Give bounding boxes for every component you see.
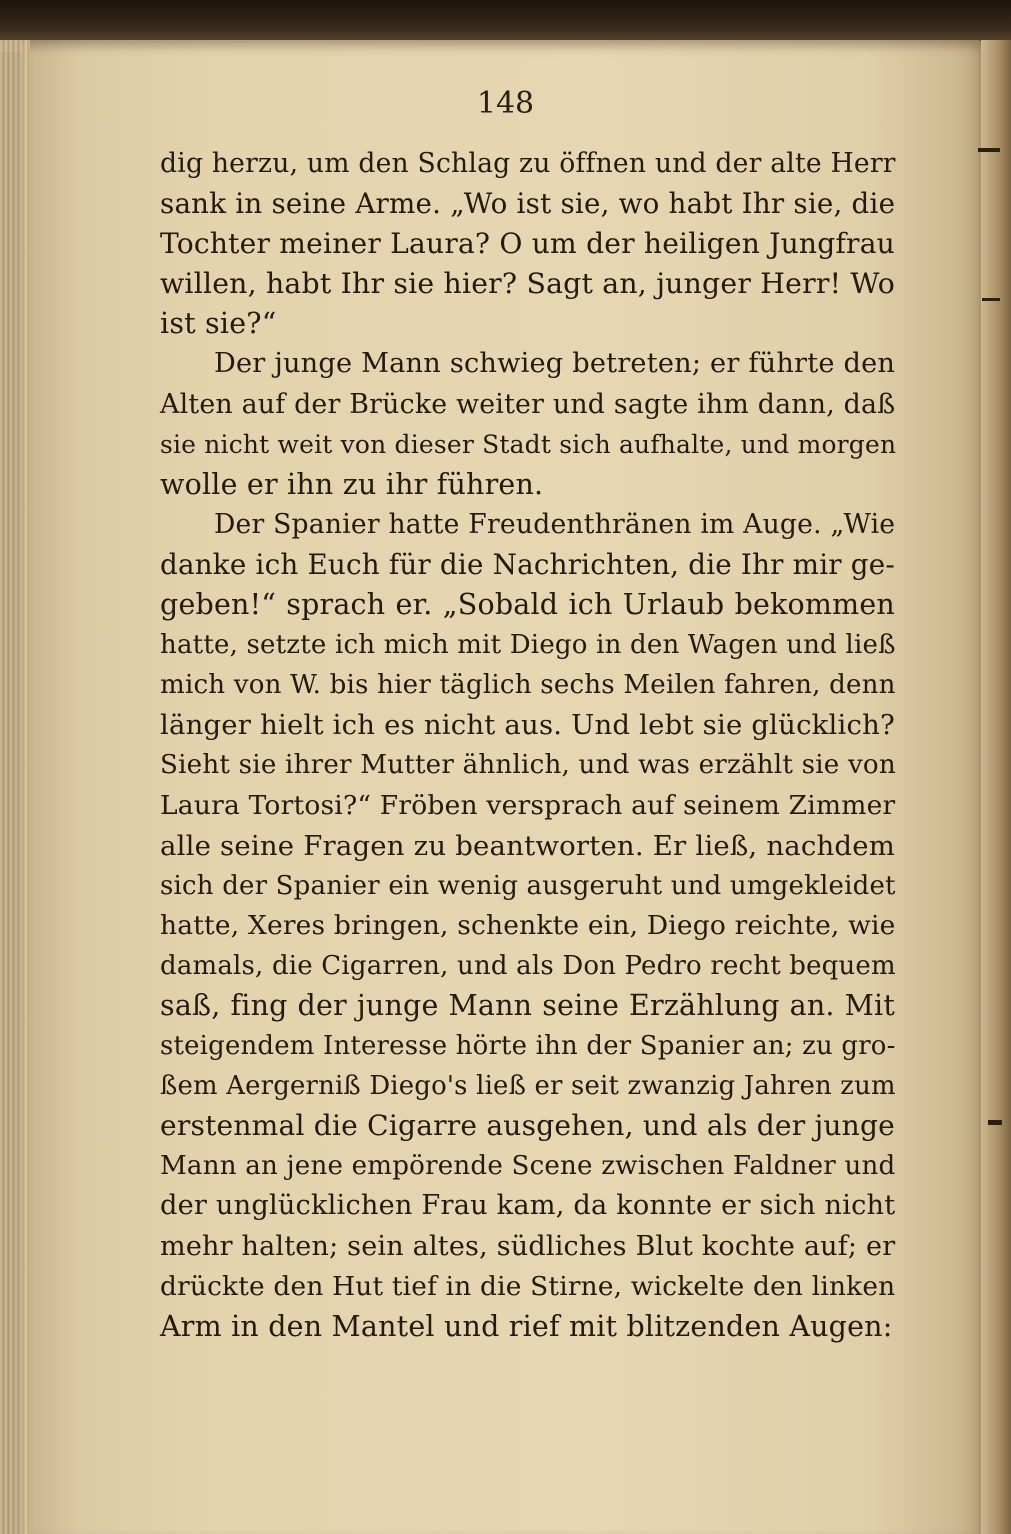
text-line: der unglücklichen Frau kam, da konnte er sich nicht — [160, 1190, 896, 1222]
text-line: sich der Spanier ein wenig ausgeruht und umgekleidet — [160, 870, 896, 901]
text-line: geben!“ sprach er. „Sobald ich Urlaub bekommen — [160, 588, 895, 622]
page-stack-edge-left — [0, 40, 30, 1534]
text-line: damals, die Cigarren, und als Don Pedro recht bequem — [160, 950, 896, 981]
text-line: erstenmal die Cigarre ausgehen, und als der junge — [160, 1109, 895, 1143]
text-line: ßem Aergerniß Diego's ließ er seit zwanzig Jahren zum — [160, 1071, 896, 1102]
page-stack-edge-right — [981, 40, 1011, 1534]
text-line: hatte, setzte ich mich mit Diego in den Wagen und ließ — [160, 630, 896, 661]
margin-mark — [988, 1120, 1002, 1125]
text-line: sank in seine Arme. „Wo ist sie, wo habt Ihr sie, die — [160, 187, 896, 221]
text-line: Mann an jene empörende Scene zwischen Faldner und — [160, 1151, 896, 1182]
text-line: mehr halten; sein altes, südliches Blut kochte auf; er — [160, 1230, 896, 1262]
margin-mark — [982, 298, 1000, 301]
text-line: saß, fing der junge Mann seine Erzählung an. Mit — [160, 988, 895, 1022]
text-line: Alten auf der Brücke weiter und sagte ihm dann, daß — [160, 388, 896, 420]
text-line: willen, habt Ihr sie hier? Sagt an, junger Herr! Wo — [160, 267, 895, 301]
text-line: Der junge Mann schwieg betreten; er führte den — [214, 348, 896, 380]
text-line: Der Spanier hatte Freudenthränen im Auge. „Wie — [214, 508, 896, 540]
page-number: 148 — [476, 86, 535, 121]
text-line: mich von W. bis hier täglich sechs Meilen fahren, denn — [160, 670, 896, 701]
text-line: danke ich Euch für die Nachrichten, die Ihr mir ge- — [160, 547, 895, 581]
margin-mark — [978, 148, 1000, 152]
text-line: Sieht sie ihrer Mutter ähnlich, und was erzählt sie von — [160, 750, 896, 781]
text-line: Laura Tortosi?“ Fröben versprach auf seinem Zimmer — [160, 789, 896, 821]
text-line: Tochter meiner Laura? O um der heiligen Jungfrau — [160, 227, 895, 261]
text-line: alle seine Fragen zu beantworten. Er ließ, nachdem — [160, 829, 895, 862]
text-line: wolle er ihn zu ihr führen. — [160, 467, 544, 501]
text-line: drückte den Hut tief in die Stirne, wickelte den linken — [160, 1271, 896, 1302]
text-line: sie nicht weit von dieser Stadt sich aufhalte, und morgen — [160, 429, 897, 459]
text-line: ist sie?“ — [160, 307, 277, 341]
text-line: steigendem Interesse hörte ihn der Spanier an; zu gro- — [160, 1031, 896, 1062]
text-line: hatte, Xeres bringen, schenkte ein, Diego reichte, wie — [160, 909, 896, 941]
text-line: dig herzu, um den Schlag zu öffnen und der alte Herr — [160, 148, 896, 179]
body-text — [160, 144, 895, 1347]
text-line: Arm in den Mantel und rief mit blitzenden Augen: — [160, 1309, 893, 1343]
text-line: länger hielt ich es nicht aus. Und lebt sie glücklich? — [160, 709, 895, 742]
